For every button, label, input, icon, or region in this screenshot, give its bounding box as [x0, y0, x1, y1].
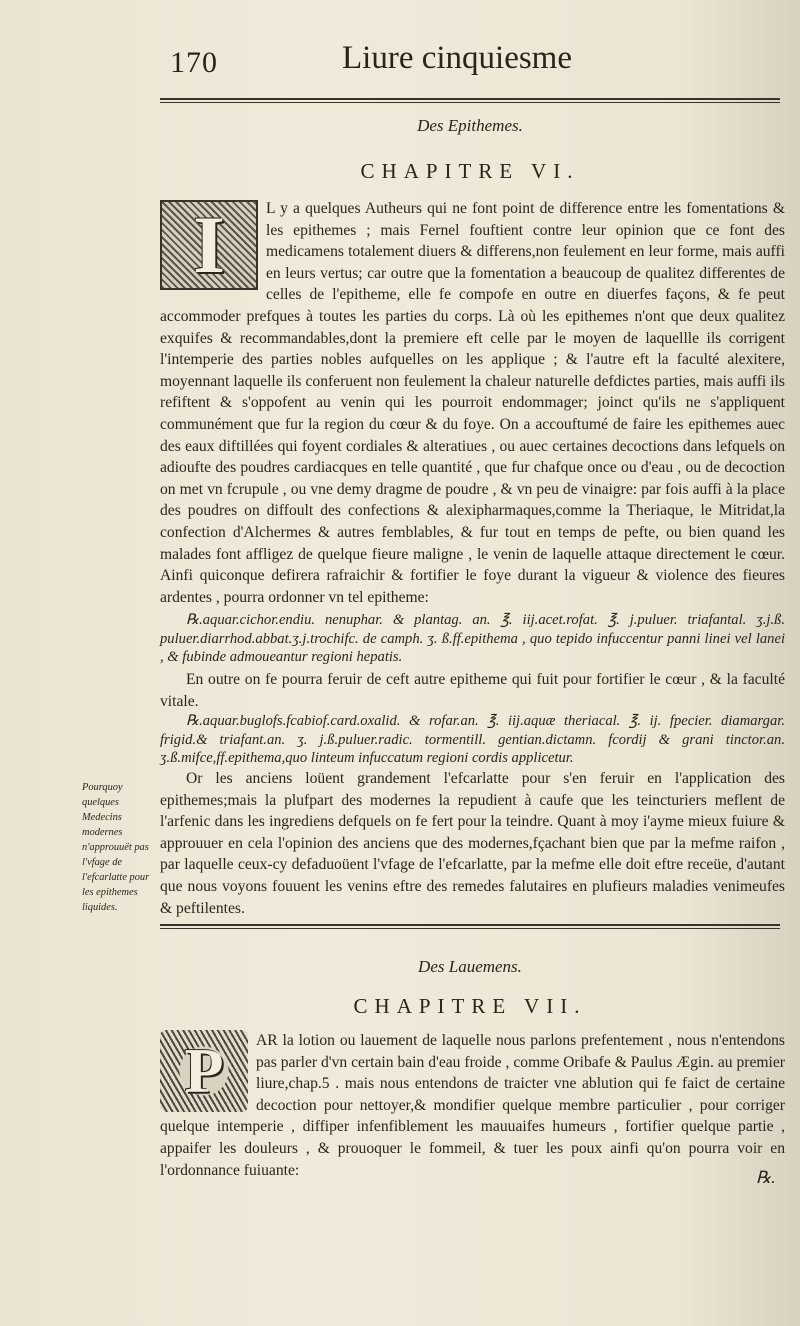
initial-letter: I: [193, 199, 225, 291]
paragraph: L y a quelques Autheurs qui ne font point de difference entre les fomentations & les epithemes ; mais Fernel fouftient contre leur opinion que ce font des medicamens totalement diuers & differens,non feulement en leur forme, mais auffi en leurs vertus; car outre que la fomentation a beaucoup de qualitez differentes de celles de l'epitheme, elle fe compofe en outre en diuerfes façons, & fe peut accommoder prefques à toutes les parties du corps. Là où les epithemes n'ont que deux qualitez exquifes & recommandables,dont la premiere eft celle par le moyen de laquellle ils corrigent l'intemperie des parties nobles aufquelles on les applique ; & l'autre eft la faculté alexitere, moyennant laquelle ils conferuent non feulement la chaleur naturelle defdictes parties, mais auffi ils refiftent & s'oppofent au venin qui les pourroit endommager; joinct qu'ils ne s'appliquent communément que fur la region du cœur & du foye. On a accouftumé de faire les epithemes auec des eaux diftillées qui foyent cordiales & alteratiues , ou auec certaines decoctions dans lefquels on adioufte des poudres cardiacques en telle quantité , que fur chafque once ou d'eau , ou de decoction on met vn fcrupule , ou vne demy dragme de poudre , & vn peu de vinaigre: par fois auffi à la place des poudres on diffoult des confections & alexipharmaques,comme la Theriaque, le Mitridat,la confection d'Alchermes & autres femblables, & fur tout en temps de pefte, ou bien quand les malades font affligez de quelque fieure maligne , le venin de laquelle attaque directement le cœur. Ainfi quiconque defirera rafraichir & fortifier le foye durant la vigueur & violence des fieures ardentes , pourra ordonner vn tel epitheme:: [160, 200, 785, 606]
decorated-initial-i: [160, 200, 258, 290]
section-title-epithemes: Des Epithemes.: [417, 116, 523, 135]
section-rule-thin: [160, 928, 780, 929]
section-rule: [160, 924, 780, 926]
page-header: [160, 40, 780, 90]
paragraph: En outre on fe pourra feruir de ceft autre epitheme qui fuit pour fortifier le cœur , & la faculté vitale.: [160, 671, 785, 710]
decorated-initial-p: [160, 1030, 248, 1112]
initial-letter: P: [184, 1035, 224, 1107]
recipe: ℞.aquar.cichor.endiu. nenuphar. & plantag. an. ℥. iij.acet.rofat. ℥. j.puluer. triafantal. ʒ.j.ß. puluer.diarrhod.abbat.ʒ.j.trochifc. de camph. ʒ. ß.ff.epithema , quo tepido infuccentur panni linei vel lanei , & fubinde admoueantur regioni hepatis.: [160, 612, 785, 666]
chapter-title-vii: CHAPITRE VII.: [353, 994, 587, 1018]
header-rule: [160, 98, 780, 100]
recipe: ℞.aquar.buglofs.fcabiof.card.oxalid. & rofar.an. ℥. iij.aquæ theriacal. ℥. ij. fpecier. diamargar. frigid.& triafant.an. ʒ. j.ß.puluer.radic. tormentill. gentian.dictamn. fcordij & grani tinctor.an. ʒ.ß.mifce,ff.epithema,quo linteum infuccatum regioni cordis applicetur.: [160, 713, 785, 767]
page-number: 170: [170, 46, 218, 79]
catchword: ℞.: [756, 1168, 776, 1187]
chapter-vii-body: [160, 1030, 785, 1181]
chapter-vi-body: [160, 198, 785, 919]
paragraph: AR la lotion ou lauement de laquelle nous parlons prefentement , nous n'entendons pas parler d'vn certain bain d'eau froide , comme Oribafe & Paulus Ægin. au premier liure,chap.5 . mais nous entendons de traicter vne ablution qui fe faict de certaine decoction pour nettoyer,& mondifier quelque membre particulier , pour corriger quelque intemperie , diffiper infenfiblement les mauuaifes humeurs , fortifier quelque partie , appaifer les douleurs , & prouoquer le fommeil, & tuer les poux ainfi qu'on pourra voir en l'ordonnance fuiuante:: [160, 1032, 785, 1179]
chapter-title-vi: CHAPITRE VI.: [360, 159, 580, 183]
paragraph: Or les anciens loüent grandement l'efcarlatte pour s'en feruir en l'application des epithemes;mais la plufpart des modernes la repudient à caufe que les teincturiers meflent de l'arfenic dans les ingrediens defquels on fe fert pour la teindre. Quant à moy i'ayme mieux fuiure & approuuer en cela l'opinion des anciens que des modernes,fçachant bien que par la mefme raifon , par laquelle ceux-cy defaduoüent l'vfage de l'efcarlatte, par la mefme elle doit eftre receüe, d'autant que nous voyons fouuent les venins eftre des remedes falutaires en plufieurs maladies venimeufes & peftilentes.: [160, 770, 785, 917]
section-title-lauemens: Des Lauemens.: [418, 957, 522, 976]
running-head: Liure cinquiesme: [342, 40, 573, 76]
margin-note: Pourquoy quelques Medecins modernes n'approuuët pas l'vfage de l'efcarlatte pour les epithemes liquides.: [82, 782, 150, 913]
header-rule-thin: [160, 102, 780, 103]
